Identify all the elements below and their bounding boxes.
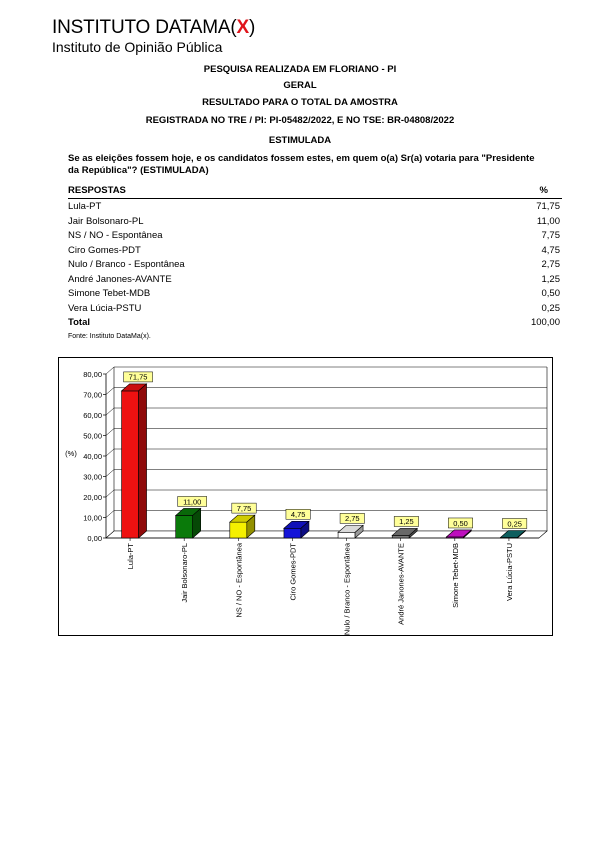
source-note: Fonte: Instituto DataMa(x). <box>68 333 151 340</box>
gridline-depth <box>106 408 114 415</box>
bar <box>176 515 193 538</box>
y-axis-label: (%) <box>65 449 77 458</box>
row-value: 1,25 <box>541 273 560 285</box>
bar-side <box>139 384 147 538</box>
bar <box>122 391 139 538</box>
bar <box>284 528 301 538</box>
gridline-depth <box>106 511 114 518</box>
table-row <box>68 287 562 302</box>
row-value: 0,25 <box>541 302 560 314</box>
brand-logo <box>52 18 255 55</box>
table-row <box>68 258 562 273</box>
y-tick-label: 30,00 <box>83 472 102 482</box>
row-value: 7,75 <box>541 230 560 241</box>
x-tick-label: André Janones-AVANTE <box>396 543 406 625</box>
table-row <box>68 229 562 244</box>
x-tick-label: Nulo / Branco - Espontânea <box>342 543 352 635</box>
total-value: 100,00 <box>530 317 560 328</box>
y-tick-label: 20,00 <box>83 493 102 502</box>
gridline-depth <box>106 388 114 395</box>
y-tick-label: 80,00 <box>83 370 102 379</box>
table-header <box>68 184 562 199</box>
total-label: Total <box>68 317 90 328</box>
table-row <box>68 302 562 317</box>
y-tick-label: 0,00 <box>87 534 102 543</box>
survey-result-type: RESULTADO PARA O TOTAL DA AMOSTRA <box>202 97 398 108</box>
row-value: 0,50 <box>541 288 560 299</box>
gridline-depth <box>106 367 114 374</box>
y-tick-label: 50,00 <box>83 431 102 441</box>
table-total-row <box>68 316 562 331</box>
data-label: 0,50 <box>453 518 468 528</box>
data-label: 71,75 <box>128 372 148 382</box>
col-label-header: RESPOSTAS <box>68 185 126 196</box>
table-row <box>68 215 562 230</box>
y-tick-label: 60,00 <box>83 411 102 420</box>
x-tick-label: Simone Tebet-MDB <box>450 543 460 608</box>
chart-frame <box>58 357 553 636</box>
y-tick-label: 70,00 <box>83 390 102 400</box>
bar <box>338 532 355 538</box>
data-label: 2,75 <box>344 514 360 524</box>
x-tick-label: Ciro Gomes-PDT <box>288 543 298 601</box>
table-row <box>68 200 562 215</box>
data-label: 0,25 <box>507 519 522 529</box>
row-label: Ciro Gomes-PDT <box>68 244 141 256</box>
gridline-depth <box>106 470 114 477</box>
survey-title: PESQUISA REALIZADA EM FLORIANO - PI <box>203 64 397 75</box>
y-tick-label: 40,00 <box>83 452 102 461</box>
row-label: NS / NO - Espontânea <box>68 230 163 241</box>
row-label: Vera Lúcia-PSTU <box>68 302 142 314</box>
survey-mode: ESTIMULADA <box>268 135 332 146</box>
gridline-depth <box>106 490 114 497</box>
y-tick-label: 10,00 <box>83 513 102 523</box>
data-label: 11,00 <box>183 497 202 507</box>
row-label: André Janones-AVANTE <box>68 273 172 285</box>
row-label: Jair Bolsonaro-PL <box>68 215 144 227</box>
row-value: 71,75 <box>536 201 560 212</box>
row-label: Lula-PT <box>68 201 102 212</box>
gridline-depth <box>106 449 114 456</box>
plot-floor <box>106 531 547 538</box>
bar <box>392 535 409 538</box>
bar-chart <box>59 358 552 635</box>
table-row <box>68 244 562 259</box>
data-label: 7,75 <box>236 503 252 513</box>
survey-scope: GERAL <box>283 80 317 91</box>
x-tick-label: Jair Bolsonaro-PL <box>180 543 190 603</box>
results-table <box>68 184 562 331</box>
row-label: Simone Tebet-MDB <box>68 288 151 299</box>
x-tick-label: Lula-PT <box>126 543 136 570</box>
gridline-depth <box>106 429 114 436</box>
table-row <box>68 273 562 288</box>
row-value: 11,00 <box>536 215 560 227</box>
row-label: Nulo / Branco - Espontânea <box>68 259 185 270</box>
row-value: 4,75 <box>541 244 560 256</box>
row-value: 2,75 <box>541 259 560 270</box>
survey-registration: REGISTRADA NO TRE / PI: PI-05482/2022, E NO TSE: BR-04808/2022 <box>145 115 455 126</box>
brand-title: INSTITUTO DATAMA(X) <box>52 17 256 38</box>
bar <box>230 522 247 538</box>
survey-question: Se as eleições fossem hoje, e os candidatos fossem estes, em quem o(a) Sr(a) votaria para "Presidente da República"? (ESTIMULADA) <box>68 153 535 176</box>
data-label: 1,25 <box>399 517 414 527</box>
x-tick-label: Vera Lúcia-PSTU <box>504 543 514 601</box>
col-pct-header: % <box>539 185 548 196</box>
brand-subtitle: Instituto de Opinião Pública <box>52 39 223 55</box>
data-label: 4,75 <box>290 510 306 520</box>
x-tick-label: NS / NO - Espontânea <box>234 543 244 618</box>
